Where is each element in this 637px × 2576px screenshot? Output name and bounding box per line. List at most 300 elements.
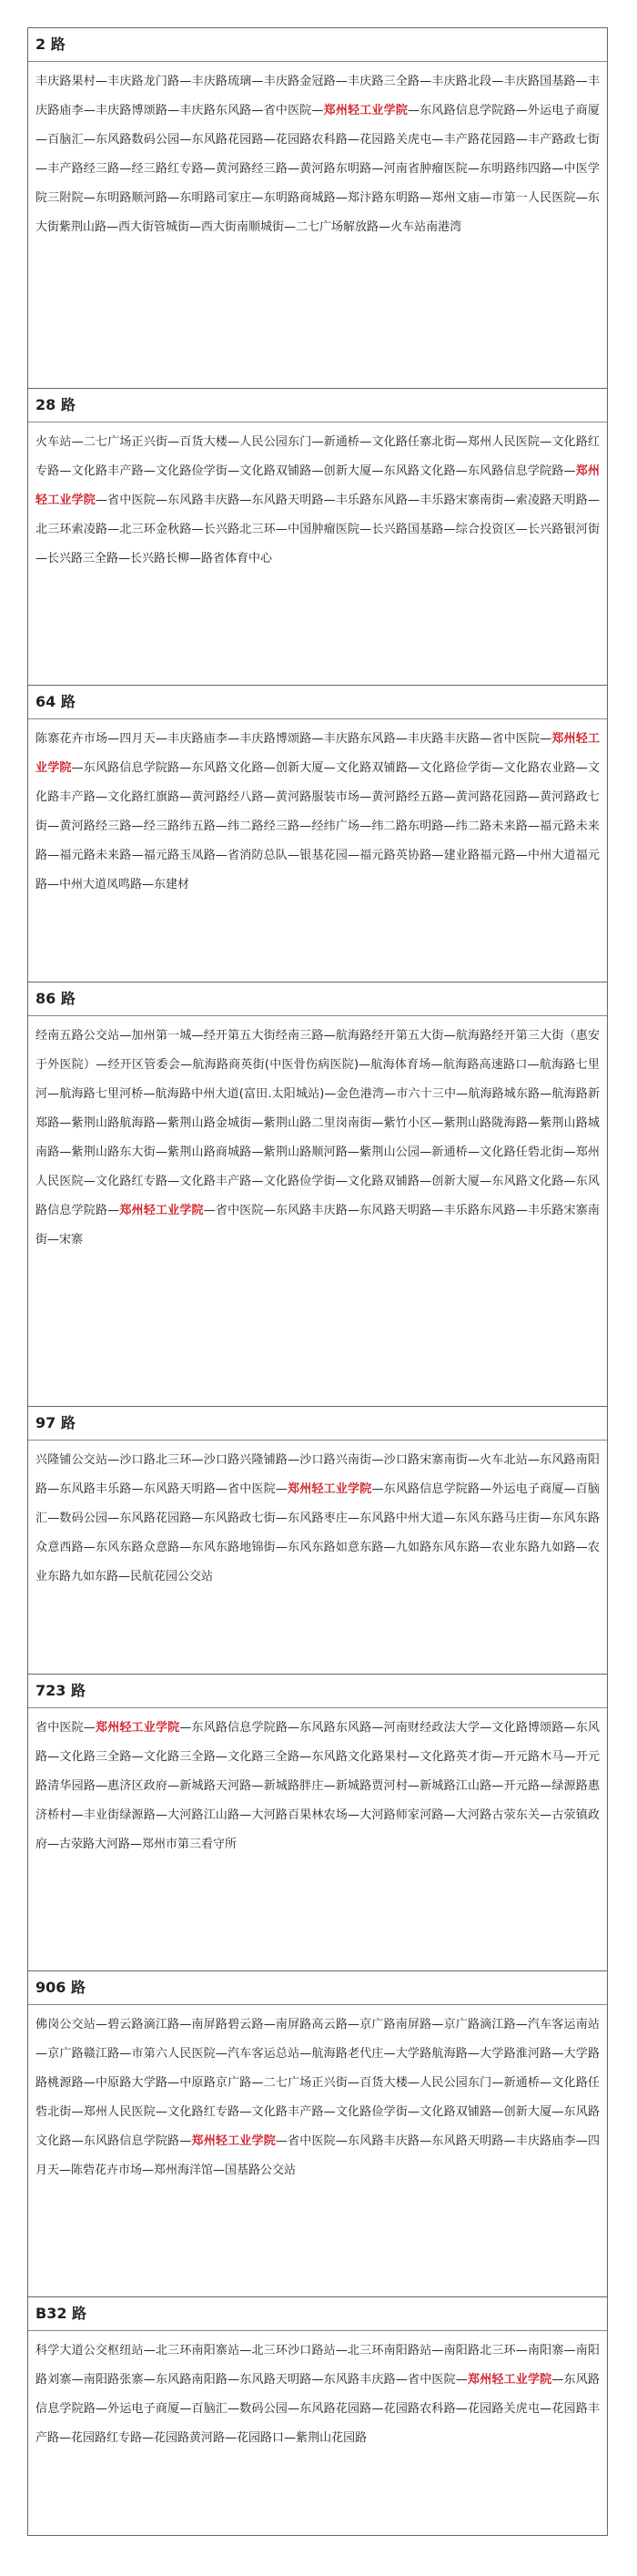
stop-separator: — bbox=[551, 2373, 564, 2387]
stop-separator: — bbox=[443, 1808, 456, 1822]
stop-name: 文化路红专路 bbox=[95, 1175, 168, 1188]
stop-name: 东风路南阳路 bbox=[35, 1453, 600, 1496]
stop-name: 文化路英才街 bbox=[420, 1750, 492, 1764]
stop-separator: — bbox=[275, 2134, 288, 2148]
stop-name: 南阳寨 bbox=[527, 2344, 564, 2357]
stop-separator: — bbox=[467, 2047, 480, 2061]
stop-separator: — bbox=[383, 1541, 396, 1554]
stop-name: 文化路三全路 bbox=[59, 1750, 132, 1764]
stop-name: 东明路纬四路 bbox=[479, 162, 552, 176]
stop-separator: — bbox=[288, 2402, 300, 2416]
stop-name: 文化路俭学街 bbox=[155, 464, 228, 478]
stop-name: 航海路七里河 bbox=[35, 1058, 600, 1101]
stop-name: 大学路淮河路 bbox=[479, 2047, 552, 2061]
route-block bbox=[28, 2296, 607, 2535]
stop-separator: — bbox=[225, 2431, 238, 2445]
stop-separator: — bbox=[491, 761, 504, 775]
stop-separator: — bbox=[359, 790, 372, 804]
stop-separator: — bbox=[179, 2018, 192, 2031]
stop-separator: — bbox=[118, 1570, 131, 1583]
highlighted-stop: 郑州轻工业学院 bbox=[323, 104, 409, 117]
stop-separator: — bbox=[540, 732, 552, 746]
route-block bbox=[28, 388, 607, 685]
highlighted-stop: 郑州轻工业学院 bbox=[35, 732, 600, 775]
stop-separator: — bbox=[180, 1058, 193, 1072]
stop-separator: — bbox=[83, 1721, 96, 1735]
stop-separator: — bbox=[251, 1145, 264, 1159]
stop-separator: — bbox=[251, 75, 264, 88]
stop-separator: — bbox=[359, 435, 372, 449]
stop-name: 四月天 bbox=[119, 732, 156, 746]
stop-separator: — bbox=[215, 849, 228, 862]
route-stops bbox=[28, 1708, 607, 1970]
stop-separator: — bbox=[275, 1512, 288, 1525]
highlighted-stop: 郑州轻工业学院 bbox=[287, 1482, 372, 1496]
stop-name: 经南五路公交站 bbox=[35, 1029, 120, 1043]
stop-name: 文化路博颂路 bbox=[491, 1721, 564, 1735]
stop-name: 郑汴路东明路 bbox=[347, 191, 420, 205]
stop-separator: — bbox=[118, 552, 131, 565]
stop-name: 数码公园 bbox=[239, 2402, 288, 2416]
stop-separator: — bbox=[575, 1541, 588, 1554]
stop-separator: — bbox=[456, 1087, 469, 1101]
stop-separator: — bbox=[408, 1779, 420, 1793]
stop-name: 西大街管城街 bbox=[118, 220, 190, 234]
stop-separator: — bbox=[408, 494, 420, 507]
stop-name: 东风路数码公园 bbox=[95, 133, 180, 147]
stop-separator: — bbox=[228, 464, 240, 478]
stop-name: 东风东路众意西路 bbox=[35, 1512, 600, 1554]
stop-name: 人民公园东门 bbox=[239, 435, 312, 449]
stop-separator: — bbox=[480, 732, 492, 746]
stop-separator: — bbox=[95, 2402, 107, 2416]
stop-separator: — bbox=[371, 2402, 384, 2416]
stop-name: 丰庆路果村 bbox=[35, 75, 96, 88]
stop-separator: — bbox=[179, 761, 192, 775]
stop-separator: — bbox=[467, 162, 480, 176]
stop-name: 东风路南阳路 bbox=[155, 2373, 228, 2387]
stop-name: 东风路丰庆路 bbox=[323, 2373, 396, 2387]
stop-name: 丰乐路东风路 bbox=[443, 1204, 516, 1217]
route-stops bbox=[28, 2331, 607, 2535]
stop-separator: — bbox=[228, 435, 240, 449]
stop-name: 创新大厦 bbox=[323, 464, 372, 478]
stop-separator: — bbox=[323, 2105, 336, 2119]
stop-separator: — bbox=[228, 732, 240, 746]
stop-separator: — bbox=[480, 1541, 492, 1554]
stop-name: 东风路信息学院路 bbox=[420, 104, 516, 117]
stop-name: 东风路天明路 bbox=[239, 2373, 312, 2387]
stop-name: 航海路中州大道(富田.太阳城站) bbox=[155, 1087, 325, 1101]
stop-separator: — bbox=[491, 2076, 504, 2090]
stop-separator: — bbox=[324, 1087, 337, 1101]
stop-name: 外运电子商厦 bbox=[491, 1482, 564, 1496]
stop-name: 丰庆路北段 bbox=[431, 75, 492, 88]
stop-name: 数码公园 bbox=[59, 1512, 108, 1525]
stop-separator: — bbox=[395, 2373, 408, 2387]
stop-separator: — bbox=[167, 1779, 180, 1793]
stop-separator: — bbox=[35, 162, 47, 176]
stop-separator: — bbox=[47, 1482, 60, 1496]
stop-name: 百货大楼 bbox=[359, 2076, 409, 2090]
route-block bbox=[28, 28, 607, 388]
stop-name: 紫竹小区 bbox=[383, 1116, 432, 1130]
stop-name: 航海路高速路口 bbox=[442, 1058, 528, 1072]
stop-separator: — bbox=[71, 2134, 84, 2148]
stop-separator: — bbox=[263, 2018, 276, 2031]
stop-separator: — bbox=[527, 1453, 540, 1467]
stop-name: 郑州文庙 bbox=[431, 191, 480, 205]
stop-name: 纬二路未来路 bbox=[455, 820, 528, 833]
stop-separator: — bbox=[107, 1204, 120, 1217]
stop-name: 文化路俭学街 bbox=[263, 1175, 336, 1188]
stop-name: 丰产路经三路 bbox=[47, 162, 120, 176]
stop-name: 丰庆路国基路 bbox=[503, 75, 576, 88]
stop-name: 北三环金秋路 bbox=[119, 523, 192, 536]
stop-separator: — bbox=[47, 1087, 60, 1101]
route-stops bbox=[28, 719, 607, 982]
stop-separator: — bbox=[95, 494, 107, 507]
stop-name: 东风东路马庄街 bbox=[455, 1512, 541, 1525]
stop-name: 紫荆山路陇海路 bbox=[443, 1116, 528, 1130]
stop-separator: — bbox=[359, 820, 372, 833]
stop-name: 文化路三全路 bbox=[227, 1750, 300, 1764]
stop-separator: — bbox=[288, 1721, 300, 1735]
stop-separator: — bbox=[251, 2076, 264, 2090]
stop-separator: — bbox=[179, 2402, 192, 2416]
stop-separator: — bbox=[142, 2164, 155, 2177]
stop-separator: — bbox=[540, 1779, 552, 1793]
stop-name: 京广路滴江路 bbox=[443, 2018, 516, 2031]
stop-name: 文化路红专路 bbox=[167, 2105, 240, 2119]
stop-name: 东明路顺河路 bbox=[95, 191, 168, 205]
stop-separator: — bbox=[47, 1512, 60, 1525]
stop-name: 索凌路天明路 bbox=[515, 494, 588, 507]
stop-separator: — bbox=[83, 1175, 96, 1188]
stop-separator: — bbox=[420, 75, 432, 88]
stop-name: 丰庆路金冠路 bbox=[263, 75, 336, 88]
stop-name: 黄河路花园路 bbox=[455, 790, 528, 804]
stop-name: 文化路三全路 bbox=[143, 1750, 216, 1764]
stop-name: 金色港湾 bbox=[336, 1087, 385, 1101]
stop-name: 二七广场解放路 bbox=[296, 220, 379, 234]
stop-name: 银基花园 bbox=[299, 849, 349, 862]
stop-name: 百脑汇 bbox=[47, 133, 84, 147]
stop-name: 京广路南屏路 bbox=[359, 2018, 432, 2031]
stop-name: 丰乐路宋寨南街 bbox=[35, 1204, 600, 1247]
stop-name: 黄河路经三路 bbox=[215, 162, 288, 176]
stop-name: 航海路老代庄 bbox=[311, 2047, 384, 2061]
route-block bbox=[28, 685, 607, 982]
stop-separator: — bbox=[143, 464, 156, 478]
stop-separator: — bbox=[179, 790, 192, 804]
stop-name: 中国肿瘤医院 bbox=[287, 523, 360, 536]
stop-name: 丰庆路博颂路 bbox=[239, 732, 312, 746]
stop-name: 东风路花园路 bbox=[119, 1512, 192, 1525]
stop-separator: — bbox=[527, 1058, 540, 1072]
stop-name: 东风路信息学院路 bbox=[35, 1175, 600, 1217]
stop-separator: — bbox=[251, 1116, 264, 1130]
stop-separator: — bbox=[335, 2134, 348, 2148]
stop-name: 东风路中州大道 bbox=[359, 1512, 444, 1525]
stop-separator: — bbox=[119, 2047, 132, 2061]
stop-name: 开元路木马 bbox=[503, 1750, 564, 1764]
stop-name: 经开第五大街经南三路 bbox=[203, 1029, 324, 1043]
stop-separator: — bbox=[288, 162, 300, 176]
stop-separator: — bbox=[540, 435, 552, 449]
stop-name: 南屏路碧云路 bbox=[191, 2018, 264, 2031]
route-title: 723 路 bbox=[28, 1675, 607, 1708]
route-block bbox=[28, 982, 607, 1406]
stop-name: 紫荆山路城南路 bbox=[35, 1116, 600, 1159]
stop-separator: — bbox=[95, 1779, 107, 1793]
stop-name: 西大街南顺城街 bbox=[201, 220, 285, 234]
stop-separator: — bbox=[491, 75, 504, 88]
stop-name: 南阳路刘寨 bbox=[35, 2344, 600, 2387]
stop-separator: — bbox=[251, 1175, 264, 1188]
stop-name: 丰庆路庙李 bbox=[167, 732, 228, 746]
stop-separator: — bbox=[311, 435, 324, 449]
stop-name: 东风路信息学院路 bbox=[35, 2373, 600, 2416]
stop-separator: — bbox=[239, 494, 252, 507]
stop-separator: — bbox=[480, 1175, 492, 1188]
stop-name: 紫荆山花园路 bbox=[296, 2431, 368, 2445]
stop-name: 东风路信息学院路 bbox=[383, 1482, 480, 1496]
stop-separator: — bbox=[83, 2076, 96, 2090]
stop-name: 河南省肿瘤医院 bbox=[383, 162, 468, 176]
stop-name: 航海路经开第三大街（惠安于外医院） bbox=[35, 1029, 600, 1072]
stop-name: 东风路花园路 bbox=[191, 133, 264, 147]
stop-name: 长兴路北三环 bbox=[203, 523, 276, 536]
stop-name: 大河路江山路 bbox=[167, 1808, 240, 1822]
stop-separator: — bbox=[455, 464, 468, 478]
stop-name: 文化路俭学街 bbox=[335, 2105, 409, 2119]
stop-name: 东风路花园路 bbox=[299, 2402, 372, 2416]
stop-name: 郑州市第三看守所 bbox=[142, 1838, 238, 1851]
stop-name: 省中医院 bbox=[106, 494, 156, 507]
stop-separator: — bbox=[335, 191, 348, 205]
stop-separator: — bbox=[395, 732, 408, 746]
stop-separator: — bbox=[107, 1512, 120, 1525]
stop-separator: — bbox=[323, 494, 336, 507]
stop-name: 宋寨 bbox=[59, 1233, 84, 1247]
stop-separator: — bbox=[515, 1204, 528, 1217]
stop-name: 航海路经开第五大街 bbox=[335, 1029, 444, 1043]
stop-separator: — bbox=[167, 435, 180, 449]
stop-name: 佛岗公交站 bbox=[35, 2018, 96, 2031]
stop-name: 东风路文化路果村 bbox=[311, 1750, 409, 1764]
stop-separator: — bbox=[251, 191, 264, 205]
stop-name: 东建材 bbox=[154, 878, 190, 891]
highlighted-stop: 郑州轻工业学院 bbox=[35, 464, 600, 507]
stop-name: 花园路红专路 bbox=[71, 2431, 143, 2445]
stop-separator: — bbox=[35, 552, 47, 565]
stop-name: 紫荆山路顺河路 bbox=[263, 1145, 349, 1159]
stop-name: 综合投资区 bbox=[455, 523, 516, 536]
stop-separator: — bbox=[106, 220, 119, 234]
stop-name: 绿源路惠济桥村 bbox=[35, 1779, 600, 1822]
stop-name: 北三环沙口路站 bbox=[251, 2344, 336, 2357]
stop-separator: — bbox=[408, 1750, 420, 1764]
stop-name: 南阳路张寨 bbox=[83, 2373, 144, 2387]
stop-name: 东风路信息学院路 bbox=[191, 1721, 288, 1735]
stop-name: 文化路俭学街 bbox=[420, 761, 492, 775]
stop-name: 北三环索凌路 bbox=[35, 523, 108, 536]
stop-name: 经三路红专路 bbox=[131, 162, 204, 176]
stop-separator: — bbox=[239, 2105, 252, 2119]
stop-name: 百货大楼 bbox=[179, 435, 228, 449]
stop-separator: — bbox=[384, 1087, 397, 1101]
stop-name: 文化路丰产路 bbox=[251, 2105, 324, 2119]
stop-name: 航海路商英街(中医骨伤病医院) bbox=[192, 1058, 359, 1072]
stop-name: 文化路双铺路 bbox=[335, 761, 409, 775]
stop-name: 纬二路东明路 bbox=[371, 820, 444, 833]
stop-name: 陈砦花卉市场 bbox=[71, 2164, 143, 2177]
stop-name: 古荥路大河路 bbox=[59, 1838, 131, 1851]
stop-separator: — bbox=[155, 732, 167, 746]
stop-name: 黄河路经三路 bbox=[59, 820, 132, 833]
stop-name: 兴隆铺公交站 bbox=[35, 1453, 108, 1467]
stop-name: 东风路东风路 bbox=[299, 1721, 372, 1735]
stop-separator: — bbox=[348, 133, 360, 147]
stop-separator: — bbox=[359, 1058, 371, 1072]
stop-separator: — bbox=[288, 1453, 300, 1467]
stop-separator: — bbox=[263, 133, 276, 147]
stop-separator: — bbox=[71, 435, 84, 449]
stop-separator: — bbox=[83, 191, 96, 205]
stop-name: 丰庆路东风路 bbox=[323, 732, 396, 746]
stop-name: 建业路福元路 bbox=[443, 849, 516, 862]
stop-separator: — bbox=[131, 820, 144, 833]
route-stops bbox=[28, 423, 607, 685]
highlighted-stop: 郑州轻工业学院 bbox=[95, 1721, 180, 1735]
stop-name: 黄河路经五路 bbox=[371, 790, 444, 804]
stop-separator: — bbox=[47, 820, 60, 833]
stop-separator: — bbox=[167, 1175, 180, 1188]
stop-name: 新通桥 bbox=[431, 1145, 468, 1159]
stop-separator: — bbox=[348, 1808, 360, 1822]
highlighted-stop: 郑州轻工业学院 bbox=[191, 2134, 276, 2148]
stop-name: 河南财经政法大学 bbox=[383, 1721, 480, 1735]
stop-name: 大河路古荥东关 bbox=[455, 1808, 541, 1822]
stop-separator: — bbox=[420, 1175, 432, 1188]
stop-name: 郑州人民医院 bbox=[35, 1145, 600, 1188]
stop-separator: — bbox=[167, 104, 180, 117]
stop-separator: — bbox=[167, 2076, 180, 2090]
stop-separator: — bbox=[95, 2018, 107, 2031]
stop-separator: — bbox=[408, 2076, 420, 2090]
stop-name: 丰业街绿源路 bbox=[83, 1808, 156, 1822]
stop-name: 文化路丰产路 bbox=[35, 761, 600, 804]
stop-name: 新通桥 bbox=[503, 2076, 541, 2090]
stop-separator: — bbox=[359, 523, 372, 536]
stop-separator: — bbox=[71, 2105, 84, 2119]
stop-separator: — bbox=[191, 1453, 204, 1467]
route-stops bbox=[28, 1016, 607, 1406]
stop-name: 紫荆山路东大街 bbox=[71, 1145, 156, 1159]
stop-separator: — bbox=[35, 133, 47, 147]
stop-separator: — bbox=[47, 849, 60, 862]
stop-separator: — bbox=[47, 1750, 60, 1764]
stop-separator: — bbox=[203, 1204, 216, 1217]
stop-separator: — bbox=[443, 1029, 456, 1043]
stop-separator: — bbox=[143, 1087, 156, 1101]
stop-separator: — bbox=[480, 191, 492, 205]
stop-separator: — bbox=[503, 494, 516, 507]
highlighted-stop: 郑州轻工业学院 bbox=[467, 2373, 552, 2387]
stop-separator: — bbox=[563, 1482, 576, 1496]
highlighted-stop: 郑州轻工业学院 bbox=[119, 1204, 204, 1217]
stop-name: 东风路信息学院路 bbox=[467, 464, 564, 478]
stop-name: 郑州海洋馆 bbox=[154, 2164, 214, 2177]
stop-name: 花园路农科路 bbox=[275, 133, 349, 147]
stop-separator: — bbox=[540, 1512, 552, 1525]
stop-separator: — bbox=[420, 2134, 432, 2148]
stop-name: 文化路双铺路 bbox=[347, 1175, 420, 1188]
stop-separator: — bbox=[95, 75, 107, 88]
stop-separator: — bbox=[284, 2431, 297, 2445]
stop-separator: — bbox=[83, 1541, 96, 1554]
stop-separator: — bbox=[540, 1808, 552, 1822]
stop-name: 福元路未来路 bbox=[35, 820, 600, 862]
stop-separator: — bbox=[540, 1087, 552, 1101]
stop-name: 福元路玉凤路 bbox=[143, 849, 216, 862]
stop-separator: — bbox=[284, 220, 297, 234]
stop-name: 火车北站 bbox=[479, 1453, 528, 1467]
stop-separator: — bbox=[443, 790, 456, 804]
stop-name: 创新大厦 bbox=[503, 2105, 552, 2119]
stop-separator: — bbox=[551, 2047, 564, 2061]
stop-name: 市第六人民医院 bbox=[131, 2047, 216, 2061]
stop-name: 东风路丰庆路 bbox=[347, 2134, 420, 2148]
stop-name: 经纬广场 bbox=[311, 820, 360, 833]
stop-separator: — bbox=[431, 849, 444, 862]
stop-separator: — bbox=[107, 732, 120, 746]
stop-separator: — bbox=[540, 2402, 552, 2416]
stop-name: 东风路丰庆路 bbox=[275, 1204, 349, 1217]
stop-separator: — bbox=[323, 1779, 336, 1793]
stop-separator: — bbox=[335, 2344, 348, 2357]
stop-name: 文化路农业路 bbox=[503, 761, 576, 775]
stop-name: 新通桥 bbox=[323, 435, 360, 449]
stop-name: 丰庆路博颂路 bbox=[95, 104, 168, 117]
stop-separator: — bbox=[275, 523, 288, 536]
stop-name: 航海路七里河桥 bbox=[59, 1087, 144, 1101]
stop-separator: — bbox=[59, 1116, 72, 1130]
stop-separator: — bbox=[107, 523, 120, 536]
stop-name: 省中医院 bbox=[215, 1204, 264, 1217]
stop-name: 东风路丰庆路 bbox=[167, 494, 240, 507]
stop-name: 北三环南阳路站 bbox=[347, 2344, 432, 2357]
stop-separator: — bbox=[515, 849, 528, 862]
stop-name: 中原路京广路 bbox=[179, 2076, 252, 2090]
route-title: 906 路 bbox=[28, 1971, 607, 2005]
stop-separator: — bbox=[408, 2105, 420, 2119]
route-stops bbox=[28, 62, 607, 388]
stop-separator: — bbox=[563, 2344, 576, 2357]
stop-separator: — bbox=[179, 133, 192, 147]
stop-name: 新城路胖庄 bbox=[263, 1779, 324, 1793]
stop-name: 丰庆路琉璃 bbox=[191, 75, 252, 88]
route-title: 2 路 bbox=[28, 28, 607, 62]
stop-name: 市六十三中 bbox=[396, 1087, 457, 1101]
stop-name: 东风路信息学院路 bbox=[83, 761, 180, 775]
stop-separator: — bbox=[71, 2373, 84, 2387]
stop-name: 沙口路宋寨南街 bbox=[383, 1453, 468, 1467]
stop-name: 东风路天明路 bbox=[143, 1482, 216, 1496]
stop-separator: — bbox=[71, 1808, 84, 1822]
stop-name: 航海体育场 bbox=[370, 1058, 431, 1072]
